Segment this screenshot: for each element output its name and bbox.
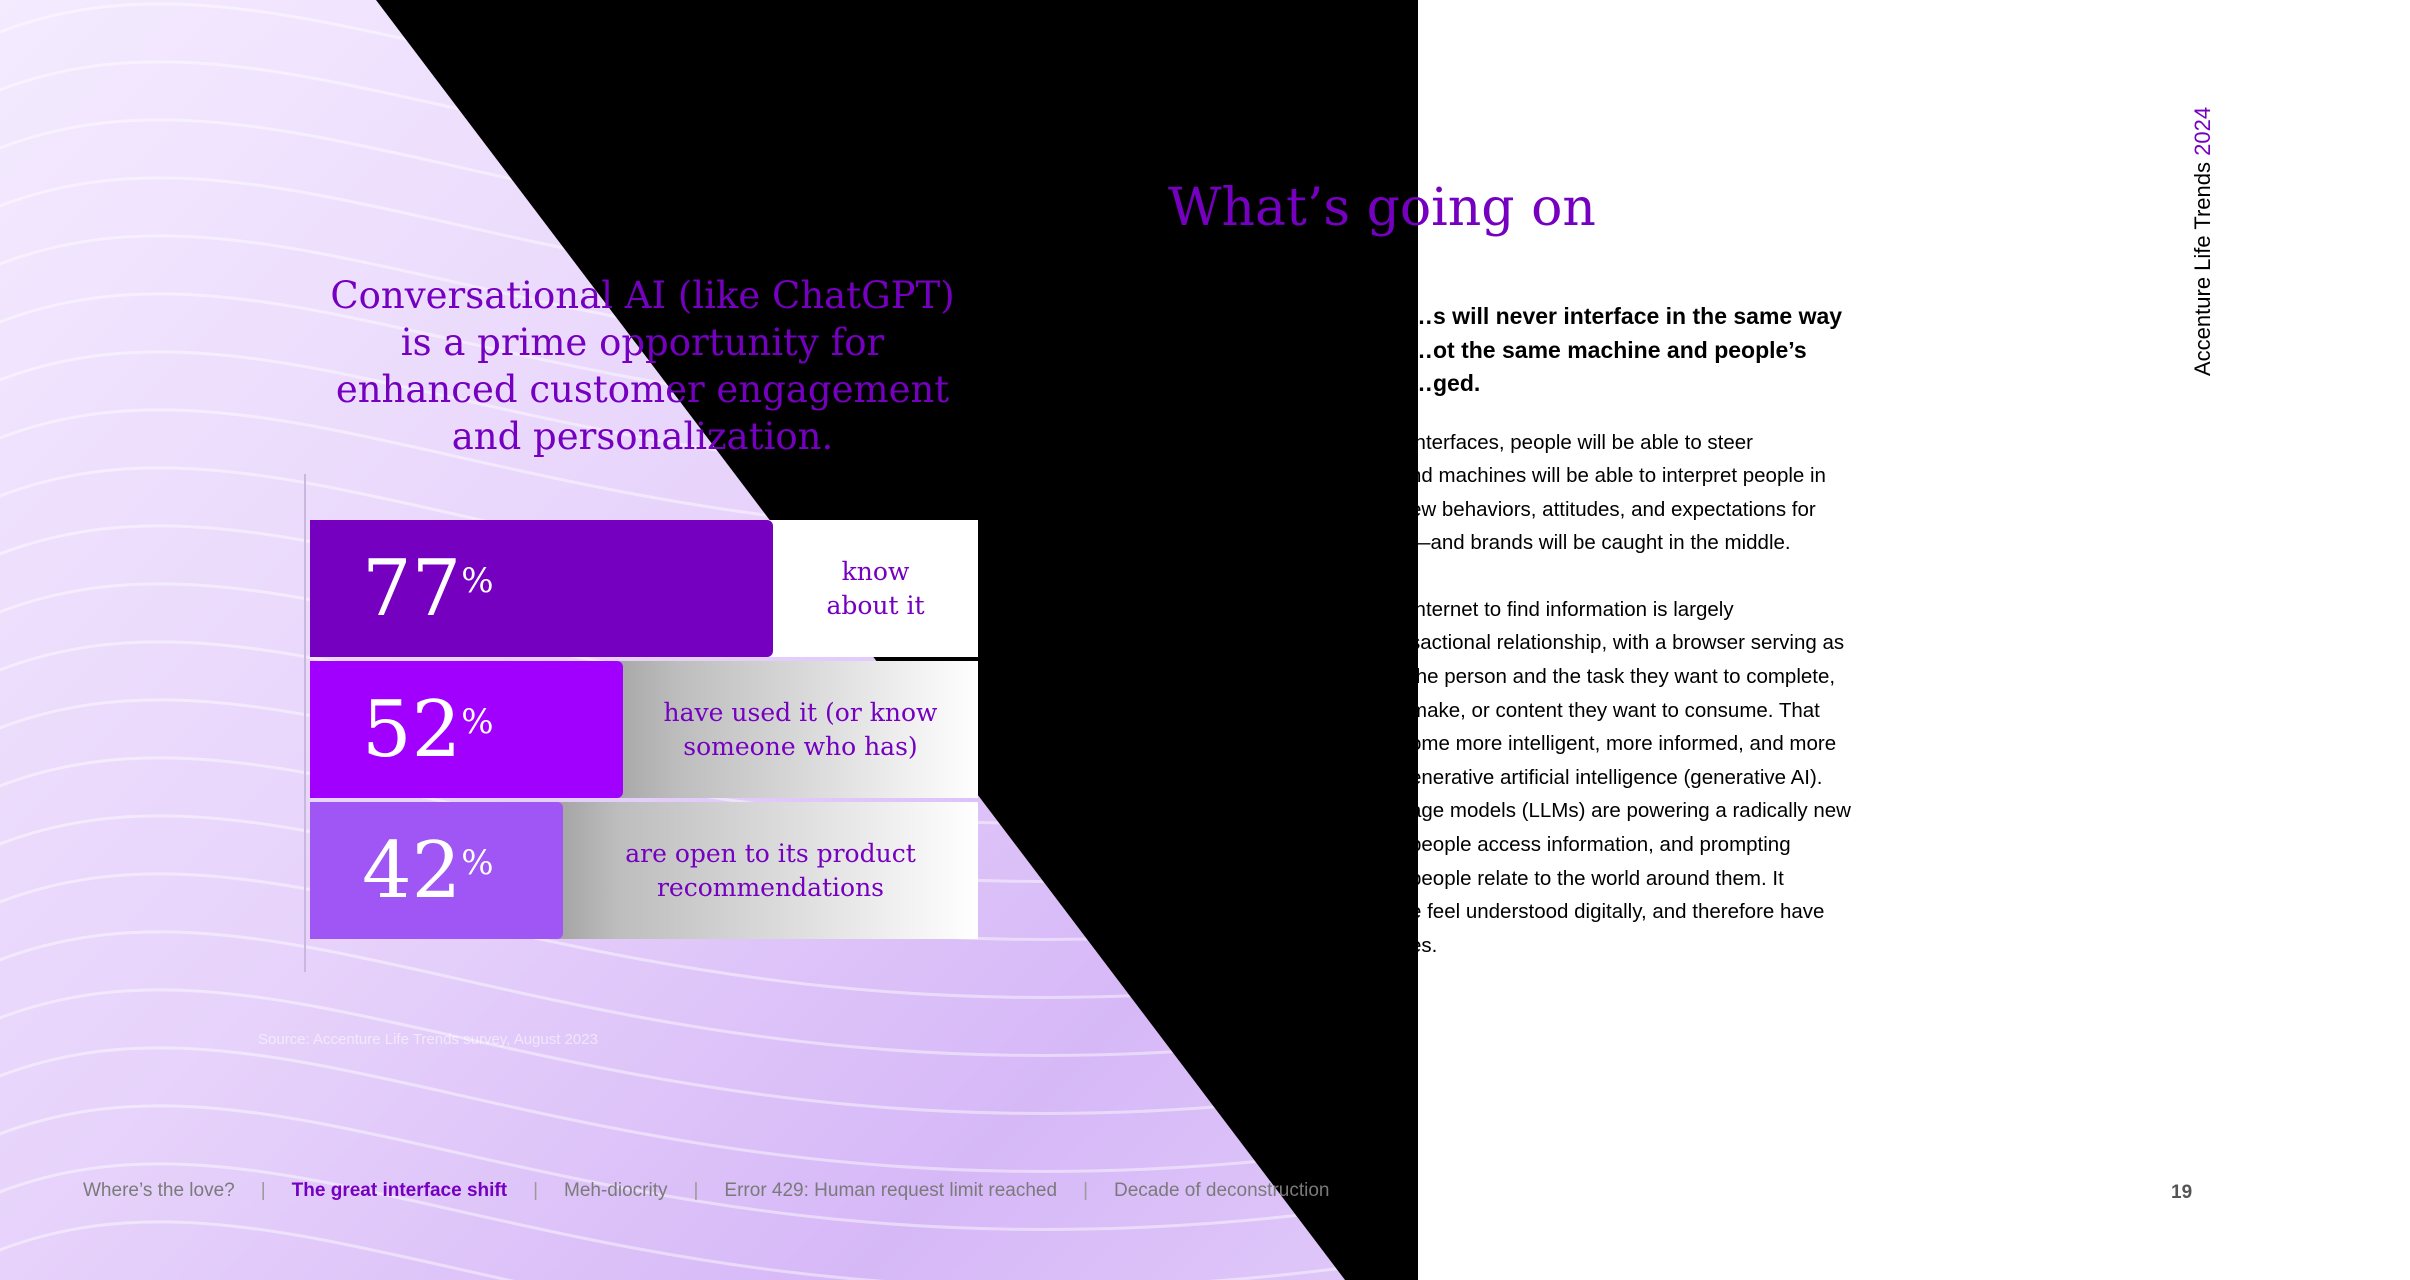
bar-value-label: 42 % [362,825,494,916]
lede-paragraph-line: …ged. [1410,370,1481,396]
lede-paragraph-line: …s will never interface in the same way [1410,303,1843,329]
footer-nav-link[interactable]: Meh-diocrity [564,1180,668,1201]
nav-separator: | [260,1180,266,1201]
bar-row [310,802,978,939]
source-note: Source: Accenture Life Trends survey, August 2023 [258,1031,598,1048]
chart-title-line: is a prime opportunity for [400,321,885,364]
body-paragraph-line: interfaces, people will be able to steer [1410,430,1754,454]
body-paragraph-line: enerative artificial intelligence (generative AI). [1410,765,1823,789]
bar-category-line: know [841,556,910,586]
body-paragraph [1410,426,2410,560]
footer-nav-link[interactable]: The great interface shift [291,1180,508,1201]
nav-separator: | [693,1180,699,1201]
body-paragraph-line: es. [1410,933,1438,957]
bar-category-line: someone who has) [683,731,918,761]
body-paragraph-line: people relate to the world around them. It [1410,866,1784,890]
lede-paragraph [1410,300,2410,401]
chart-title-line: enhanced customer engagement [335,368,950,411]
bar-category-label [664,696,938,764]
body-paragraph-line: people access information, and prompting [1410,833,1791,857]
bar-value-label: 77 % [362,543,494,634]
footer-nav [83,1180,1329,1202]
wave-line [0,1222,1400,1280]
chart-title-line: and personalization. [451,415,834,458]
body-paragraph [1410,593,2410,963]
bar-value-label: 52 % [362,684,494,775]
chart-axis-line [304,474,306,972]
section-title: What’s going on [1168,178,1596,238]
footer-nav-link[interactable]: Decade of deconstruction [1114,1180,1330,1201]
bar [310,520,773,657]
brand-label [2190,107,2216,376]
bar-category-label [625,837,916,905]
chart-title-line: Conversational AI (like ChatGPT) [330,274,955,317]
bar [310,802,563,939]
body-paragraph-line: the person and the task they want to complete, [1410,665,1836,689]
lede-paragraph-line: …ot the same machine and people’s [1410,336,1807,363]
body-paragraph-line: —and brands will be caught in the middle. [1410,531,1791,555]
nav-separator: | [1083,1180,1089,1201]
brand-name: Accenture Life Trends [2190,161,2215,376]
body-paragraph-line: age models (LLMs) are powering a radically new [1410,799,1851,823]
body-paragraph-line: e feel understood digitally, and therefore have [1410,900,1825,924]
bar [310,661,623,798]
body-paragraph-line: internet to find information is largely [1410,597,1734,621]
body-paragraph-line: ome more intelligent, more informed, and more [1410,732,1837,756]
page-number: 19 [2171,1182,2193,1203]
body-paragraph-line: ew behaviors, attitudes, and expectations for [1410,497,1816,521]
footer-nav-link[interactable]: Error 429: Human request limit reached [724,1180,1058,1201]
bar-category-label [826,555,924,623]
percent-sign: % [461,701,494,742]
body-text-inner [1410,300,2410,962]
bar-row [310,520,978,657]
percent-sign: % [461,560,494,601]
bar-category-line: have used it (or know [663,697,938,727]
bar-category-line: about it [826,590,925,620]
body-text [1410,300,1978,1000]
body-paragraph-line: sactional relationship, with a browser serving as [1410,631,1845,655]
percent-sign: % [461,842,494,883]
bar-row [310,661,978,798]
bar-category-line: are open to its product [625,838,916,868]
chart-title [310,272,975,460]
bar-category-line: recommendations [656,872,885,902]
brand-year: 2024 [2190,106,2215,156]
footer-nav-link[interactable]: Where’s the love? [83,1180,235,1201]
body-paragraph-line: make, or content they want to consume. That [1410,698,1820,722]
nav-separator: | [533,1180,538,1201]
body-paragraph-line: nd machines will be able to interpret people in [1410,464,1826,488]
